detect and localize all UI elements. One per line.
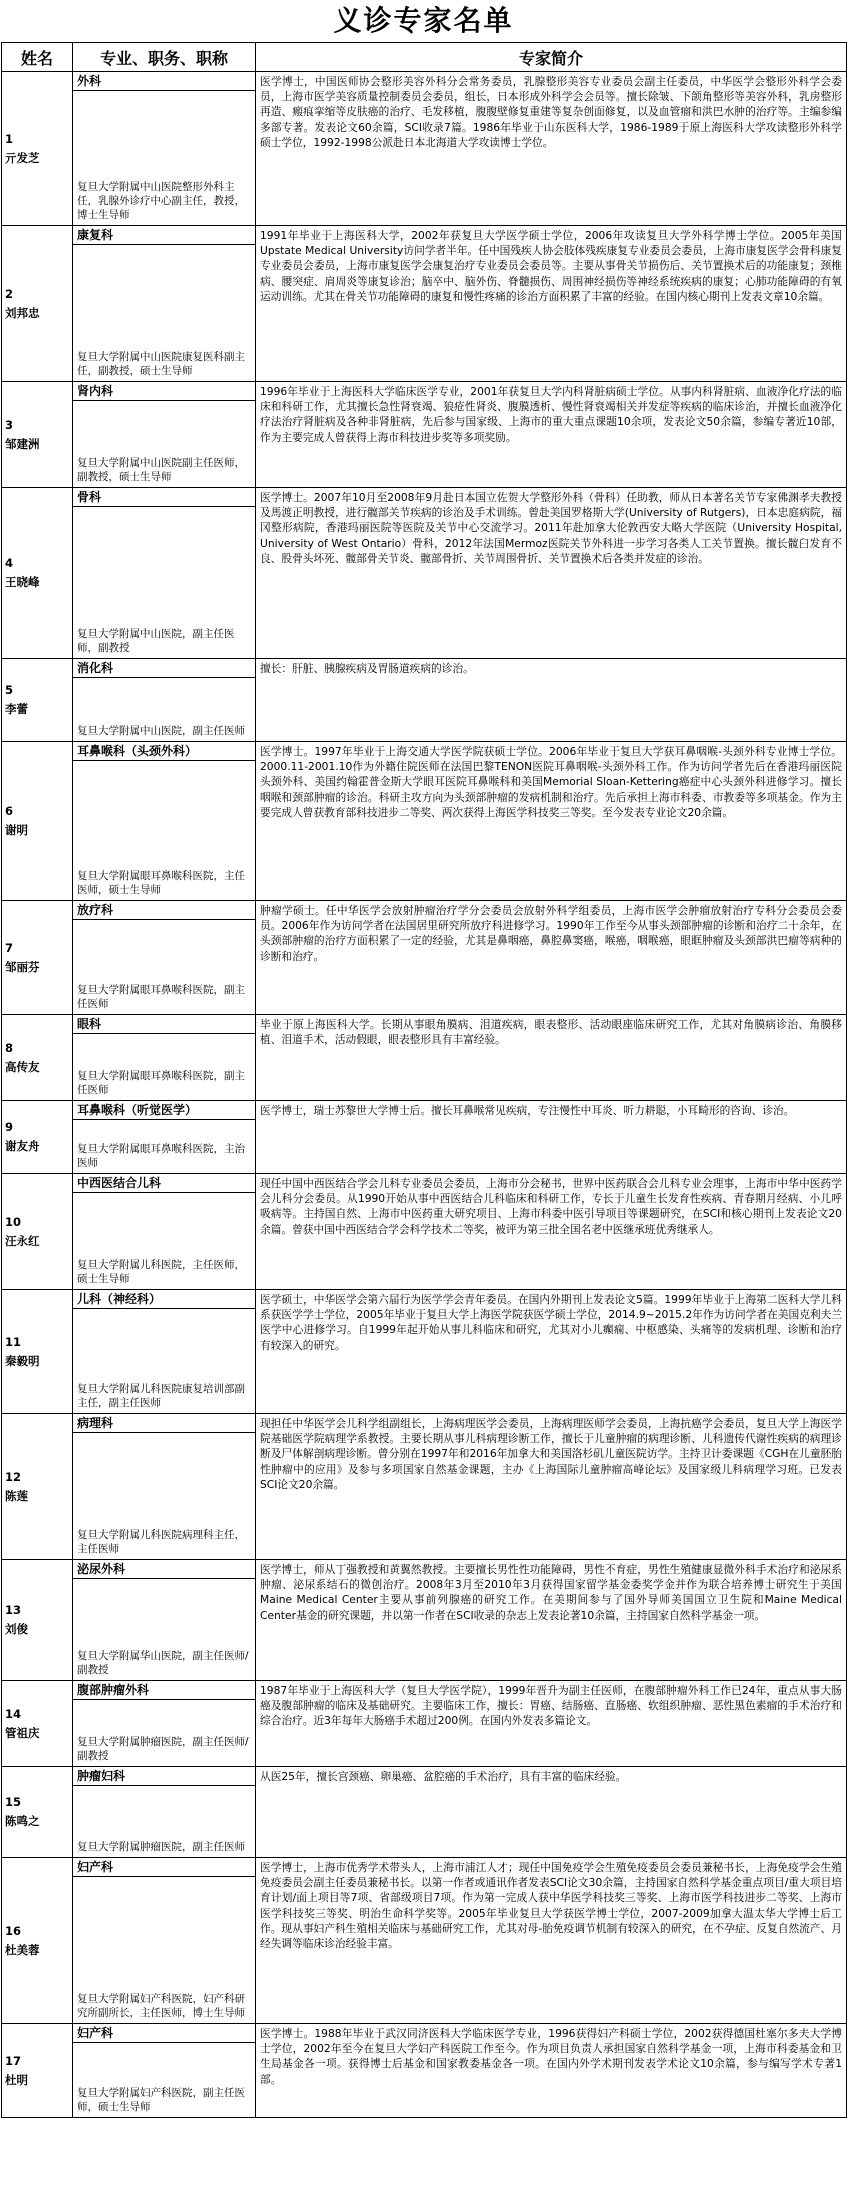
expert-number: 10 — [5, 1214, 22, 1229]
table-row — [2, 1414, 847, 1560]
expert-name-cell — [2, 382, 73, 488]
expert-number: 3 — [5, 417, 14, 432]
dept-wrapper — [73, 1174, 255, 1289]
expert-department: 骨科 — [73, 488, 255, 507]
expert-name-cell — [2, 1681, 73, 1767]
header-dept: 专业、职务、职称 — [73, 43, 256, 72]
dept-wrapper — [73, 72, 255, 225]
expert-name: 邹建洲 — [5, 436, 40, 451]
expert-name-cell — [2, 72, 73, 226]
dept-wrapper — [73, 488, 255, 658]
table-row — [2, 1858, 847, 2024]
expert-name: 陈鸣之 — [5, 1814, 40, 1828]
expert-number: 1 — [5, 131, 14, 146]
expert-name: 高传友 — [5, 1059, 40, 1074]
expert-department: 消化科 — [73, 659, 255, 678]
expert-name-cell — [2, 1767, 73, 1858]
expert-name: 刘俊 — [5, 1622, 28, 1636]
expert-position: 复旦大学附属儿科医院康复培训部副主任，副主任医师 — [77, 1383, 245, 1409]
expert-bio: 1996年毕业于上海医科大学临床医学专业，2001年获复旦大学内科肾脏病硕士学位。从事内科肾脏病、血液净化疗法的临床和科研工作，尤其擅长急性肾衰竭、狼疮性肾炎、腹膜透析、慢性肾衰竭相关并发症等疾病的临床诊治，并擅长血液净化疗法治疗肾脏病及各种非肾脏病，先后参与国家级、上海市的重大重点课题10余项，发表论文50余篇，参编专著近10部，作为主要完成人曾获得上海市科技进步奖等多项奖励。 — [256, 382, 847, 488]
expert-name: 秦毅明 — [5, 1353, 40, 1368]
expert-position: 复旦大学附属眼耳鼻喉科医院，副主任医师 — [77, 1070, 245, 1096]
expert-dept-cell — [73, 1290, 256, 1414]
expert-name: 管祖庆 — [5, 1725, 40, 1740]
expert-position: 复旦大学附属中山医院副主任医师，副教授，硕士生导师 — [77, 457, 245, 483]
header-bio: 专家简介 — [256, 43, 847, 72]
expert-bio: 现担任中华医学会儿科学组副组长，上海病理医学会委员，上海病理医师学会委员，上海抗癌学会委员，复旦大学上海医学院基础医学院病理学系教授。主要长期从事儿科病理诊断工作，擅长于儿童肿瘤的病理诊断、儿科遗传代谢性疾病的病理诊断及尸体解剖病理诊断。曾分别在1997年和2016年加拿大和美国洛杉矶儿童医院访学。主持卫计委课题《CGH在儿童胚胎性肿瘤中的应用》及参与多项国家自然基金课题，主办《上海国际儿童肿瘤高峰论坛》及国家级儿科病理学习班。已发表SCI论文20余篇。 — [256, 1414, 847, 1560]
expert-dept-cell — [73, 901, 256, 1015]
expert-name: 杜美蓉 — [5, 1942, 40, 1957]
expert-dept-cell — [73, 72, 256, 226]
expert-name: 杜明 — [5, 2072, 28, 2087]
dept-wrapper — [73, 659, 255, 741]
expert-bio: 医学博士。2007年10月至2008年9月赴日本国立佐贺大学整形外科（骨科）任助教，师从日本著名关节专家佛渊孝夫教授及馬渡正明教授，进行髋部关节疾病的诊治及手术训练。曾赴美国罗格斯大学(University of Rutgers)，日本忠庭病院，福冈整形病院，香港玛丽医院等医院及关节中心交流学习。2011年赴加拿大伦敦西安大略大学医院（University Hospital, University of West Ontario）骨科，2012年法国Mermoz医院关节外科进一步学习各类人工关节置换。擅长髋臼发育不良、股骨头坏死、髋部骨关节炎、髋部骨折、关节周围骨折、关节置换术后各类并发症的诊治。 — [256, 488, 847, 659]
expert-department: 肾内科 — [73, 382, 255, 401]
expert-position: 复旦大学附属华山医院，副主任医师/副教授 — [77, 1650, 249, 1676]
expert-position: 复旦大学附属中山医院，副主任医师 — [77, 725, 245, 737]
expert-bio: 从医25年，擅长宫颈癌、卵巢癌、盆腔癌的手术治疗，具有丰富的临床经验。 — [256, 1767, 847, 1858]
expert-name-cell — [2, 226, 73, 382]
table-row — [2, 1101, 847, 1174]
expert-department: 外科 — [73, 72, 255, 91]
expert-bio: 1987年毕业于上海医科大学（复旦大学医学院），1999年晋升为副主任医师，在腹部肿瘤外科工作已24年，重点从事大肠癌及腹部肿瘤的临床及基础研究。主要临床工作，擅长：胃癌、结肠癌、直肠癌、软组织肿瘤、恶性黑色素瘤的手术治疗和综合治疗。近3年每年大肠癌手术超过200例。在国内外发表多篇论文。 — [256, 1681, 847, 1767]
expert-number: 2 — [5, 286, 14, 301]
expert-department: 腹部肿瘤外科 — [73, 1681, 255, 1700]
expert-dept-cell — [73, 1681, 256, 1767]
expert-position: 复旦大学附属中山医院整形外科主任，乳腺外诊疗中心副主任，教授，博士生导师 — [77, 181, 245, 221]
expert-bio: 医学博士。1997年毕业于上海交通大学医学院获硕士学位。2006年毕业于复旦大学获耳鼻咽喉-头颈外科专业博士学位。2000.11-2001.10作为外籍住院医师在法国巴黎TENON医院耳鼻咽喉-头颈外科工作。作为访问学者先后在香港玛丽医院头颈外科、美国约翰霍普金斯大学眼耳医院耳鼻喉科和美国Memorial Sloan-Kettering癌症中心头颈外科进修学习。擅长咽喉和颈部肿瘤的诊治。科研主攻方向为头颈部肿瘤的发病机制和治疗。先后承担上海市科委、市教委等多项基金。作为主要完成人曾获教育部科技进步二等奖、两次获得上海医学科技奖三等奖。至今发表专业论文20余篇。 — [256, 742, 847, 901]
table-row — [2, 2024, 847, 2118]
dept-wrapper — [73, 1015, 255, 1100]
expert-bio: 医学硕士，中华医学会第六届行为医学学会青年委员。在国内外期刊上发表论文5篇。1999年毕业于上海第二医科大学儿科系获医学学士学位，2005年毕业于复旦大学上海医学院获医学硕士学位，2014.9~2015.2年作为访问学者在美国克利夫兰医学中心进修学习。自1999年起开始从事儿科临床和研究，尤其对小儿癫痫、中枢感染、头痛等的发病机理、诊断和治疗有较深入的研究。 — [256, 1290, 847, 1414]
dept-wrapper — [73, 226, 255, 381]
dept-spacer — [73, 678, 255, 722]
expert-department: 泌尿外科 — [73, 1560, 255, 1579]
expert-bio: 肿瘤学硕士。任中华医学会放射肿瘤治疗学分会委员会放射外科学组委员，上海市医学会肿瘤放射治疗专科分会委员会委员。2006年作为访问学者在法国居里研究所放疗科进修学习。1990年工作至今从事头颈部肿瘤的诊断和治疗二十余年，在头颈部肿瘤的治疗方面积累了一定的经验，尤其是鼻咽癌，鼻腔鼻窦癌，喉癌，咽喉癌，眼眶肿瘤及头颈部洪巴瘤等病种的诊断和治疗。 — [256, 901, 847, 1015]
expert-department: 耳鼻喉科（听觉医学） — [73, 1101, 255, 1120]
dept-spacer — [73, 1700, 255, 1733]
expert-bio: 毕业于原上海医科大学。长期从事眼角膜病、泪道疾病，眼表整形、活动眼座临床研究工作，尤其对角膜病诊治、角膜移植、泪道手术，活动假眼，眼表整形具有丰富经验。 — [256, 1015, 847, 1101]
expert-department: 康复科 — [73, 226, 255, 245]
dept-spacer — [73, 1433, 255, 1526]
expert-name-cell — [2, 1290, 73, 1414]
expert-name: 亓发芝 — [5, 150, 40, 165]
expert-number: 6 — [5, 804, 14, 818]
expert-number: 9 — [5, 1120, 14, 1134]
expert-name-cell — [2, 659, 73, 742]
dept-spacer — [73, 1034, 255, 1067]
table-row — [2, 1681, 847, 1767]
table-row — [2, 1174, 847, 1290]
expert-dept-cell — [73, 1174, 256, 1290]
dept-spacer — [73, 507, 255, 625]
dept-spacer — [73, 1877, 255, 1990]
header-name: 姓名 — [2, 43, 73, 72]
expert-dept-cell — [73, 1101, 256, 1174]
expert-dept-cell — [73, 2024, 256, 2118]
dept-spacer — [73, 401, 255, 454]
dept-spacer — [73, 1579, 255, 1647]
dept-spacer — [73, 1193, 255, 1256]
expert-dept-cell — [73, 1015, 256, 1101]
expert-name: 李蕾 — [5, 702, 28, 716]
expert-position: 复旦大学附属眼耳鼻喉科医院，副主任医师 — [77, 984, 245, 1010]
expert-department: 病理科 — [73, 1414, 255, 1433]
expert-dept-cell — [73, 1560, 256, 1681]
expert-dept-cell — [73, 226, 256, 382]
expert-department: 中西医结合儿科 — [73, 1174, 255, 1193]
expert-name-cell — [2, 2024, 73, 2118]
dept-wrapper — [73, 742, 255, 900]
expert-name: 谢明 — [5, 823, 28, 837]
table-row — [2, 72, 847, 226]
expert-dept-cell — [73, 1767, 256, 1858]
dept-wrapper — [73, 1681, 255, 1766]
expert-name-cell — [2, 1560, 73, 1681]
dept-wrapper — [73, 1414, 255, 1559]
table-row — [2, 742, 847, 901]
expert-name: 汪永红 — [5, 1233, 40, 1248]
expert-number: 4 — [5, 556, 14, 570]
expert-bio: 医学博士，师从丁强教授和黄翼然教授。主要擅长男性性功能障碍，男性不育症，男性生殖健康显微外科手术治疗和泌尿系肿瘤、泌尿系结石的微创治疗。2008年3月至2010年3月获得国家留学基金委奖学金并作为联合培养博士研究生于美国Maine Medical Center主要从事前列腺癌的研究工作。在美期间参与了国外导师美国国立卫生院和Maine Medical Center基金的研究课题，并以第一作者在SCI收录的杂志上发表论著10余篇，主持国家自然科学基金一项。 — [256, 1560, 847, 1681]
expert-bio: 医学博士，上海市优秀学术带头人，上海市浦江人才；现任中国免疫学会生殖免疫委员会委员兼秘书长，上海免疫学会生殖免疫委员会副主任委员兼秘书长。以第一作者或通讯作者发表SCI论文30余篇，主持国家自然科学基金重点项目/重大项目培育计划/面上项目等7项、省部级项目7项。作为第一完成人获中华医学科技奖三等奖、上海市医学科技进步二等奖、上海市医学科技奖三等奖、明治生命科学奖等。2005年毕业复旦大学获医学博士学位，2007-2009加拿大温太华大学博士后工作。现从事妇产科生殖相关临床与基础研究工作，尤其对母-胎免疫调节机制有较深入的研究，在不孕症、反复自然流产、月经失调等临床诊治经验丰富。 — [256, 1858, 847, 2024]
dept-spacer — [73, 245, 255, 348]
table-row — [2, 1560, 847, 1681]
dept-wrapper — [73, 1767, 255, 1857]
expert-department: 妇产科 — [73, 2024, 255, 2043]
table-row — [2, 901, 847, 1015]
expert-number: 14 — [5, 1706, 22, 1721]
expert-name: 陈莲 — [5, 1488, 28, 1503]
expert-name: 谢友舟 — [5, 1139, 40, 1153]
expert-position: 复旦大学附属中山医院，副主任医师，副教授 — [77, 628, 235, 654]
table-row — [2, 1015, 847, 1101]
expert-position: 复旦大学附属妇产科医院，副主任医师，硕士生导师 — [77, 2087, 245, 2113]
dept-spacer — [73, 91, 255, 178]
expert-dept-cell — [73, 1858, 256, 2024]
table-row — [2, 488, 847, 659]
expert-bio: 医学博士，中国医师协会整形美容外科分会常务委员，乳腺整形美容专业委员会副主任委员，中华医学会整形外科学会委员，上海市医学美容质量控制委员会委员，组长，日本形成外科学会会员等。擅长除皱、下颌角整形等美容外科，乳房整形再造、瘢痕挛缩等皮肤癌的治疗、毛发移植，腹腹壁修复重建等复杂创面修复，以及血管瘤和洪巴水肿的治疗等。主编参编多部专著。发表论文60余篇，SCI收录7篇。1986年毕业于山东医科大学，1986-1989于原上海医科大学攻读整形外科学硕士学位，1992-1998公派赴日本北海道大学攻读博士学位。 — [256, 72, 847, 226]
expert-dept-cell — [73, 382, 256, 488]
expert-name: 王晓峰 — [5, 575, 40, 589]
dept-wrapper — [73, 1858, 255, 2023]
dept-spacer — [73, 761, 255, 867]
dept-spacer — [73, 1309, 255, 1380]
expert-number: 8 — [5, 1040, 14, 1055]
dept-wrapper — [73, 1101, 255, 1173]
expert-department: 眼科 — [73, 1015, 255, 1034]
expert-name-cell — [2, 1101, 73, 1174]
expert-name: 刘邦忠 — [5, 305, 40, 320]
table-header-row — [2, 43, 847, 72]
expert-number: 15 — [5, 1795, 22, 1809]
expert-department: 耳鼻喉科（头颈外科） — [73, 742, 255, 761]
expert-name-cell — [2, 742, 73, 901]
expert-dept-cell — [73, 659, 256, 742]
expert-dept-cell — [73, 488, 256, 659]
expert-bio: 擅长：肝脏、胰腺疾病及胃肠道疾病的诊治。 — [256, 659, 847, 742]
table-row — [2, 1767, 847, 1858]
expert-name: 邹丽芬 — [5, 959, 40, 974]
expert-name-cell — [2, 488, 73, 659]
expert-number: 7 — [5, 940, 14, 955]
dept-spacer — [73, 1120, 255, 1140]
expert-number: 11 — [5, 1334, 22, 1349]
expert-position: 复旦大学附属妇产科医院，妇产科研究所副所长，主任医师，博士生导师 — [77, 1993, 245, 2019]
expert-department: 妇产科 — [73, 1858, 255, 1877]
expert-table — [1, 42, 847, 2118]
expert-bio: 医学博士。1988年毕业于武汉同济医科大学临床医学专业，1996获得妇产科硕士学位，2002获得德国杜塞尔多夫大学博士学位，2002年至今在复旦大学妇产科医院工作至今。作为项目负责人承担国家自然科学基金一项，上海市科委基金和卫生局基金各一项。获得博士后基金和国家教委基金各一项。在国内外学术期刊发表学术论文10余篇，参与编写学术专著1部。 — [256, 2024, 847, 2118]
expert-number: 17 — [5, 2053, 22, 2068]
dept-wrapper — [73, 2024, 255, 2117]
expert-position: 复旦大学附属儿科医院，主任医师，硕士生导师 — [77, 1259, 245, 1285]
expert-number: 12 — [5, 1469, 22, 1484]
dept-wrapper — [73, 1560, 255, 1680]
page-title: 义诊专家名单 — [333, 4, 514, 37]
expert-position: 复旦大学附属眼耳鼻喉科医院，主治医师 — [77, 1143, 245, 1169]
expert-dept-cell — [73, 742, 256, 901]
expert-department: 儿科（神经科） — [73, 1290, 255, 1309]
dept-wrapper — [73, 1290, 255, 1413]
expert-department: 肿瘤妇科 — [73, 1767, 255, 1786]
table-row — [2, 382, 847, 488]
expert-name-cell — [2, 1015, 73, 1101]
expert-name-cell — [2, 1414, 73, 1560]
expert-name-cell — [2, 1858, 73, 2024]
dept-spacer — [73, 1786, 255, 1838]
table-row — [2, 226, 847, 382]
expert-department: 放疗科 — [73, 901, 255, 920]
expert-position: 复旦大学附属儿科医院病理科主任，主任医师 — [77, 1529, 245, 1555]
dept-wrapper — [73, 382, 255, 487]
dept-wrapper — [73, 901, 255, 1014]
table-row — [2, 1290, 847, 1414]
expert-number: 16 — [5, 1923, 22, 1938]
expert-position: 复旦大学附属肿瘤医院，副主任医师 — [77, 1841, 245, 1853]
dept-spacer — [73, 2043, 255, 2084]
table-row — [2, 659, 847, 742]
expert-number: 13 — [5, 1603, 22, 1617]
dept-spacer — [73, 920, 255, 981]
expert-position: 复旦大学附属中山医院康复医科副主任，副教授，硕士生导师 — [77, 351, 245, 377]
expert-name-cell — [2, 1174, 73, 1290]
expert-bio: 医学博士，瑞士苏黎世大学博士后。擅长耳鼻喉常见疾病，专注慢性中耳炎、听力耕聪，小耳畸形的咨询、诊治。 — [256, 1101, 847, 1174]
expert-bio: 1991年毕业于上海医科大学，2002年获复旦大学医学硕士学位，2006年攻读复旦大学外科学博士学位。2005年美国Upstate Medical University访问学者半年。任中国残疾人协会肢体残疾康复专业委员会委员，上海市康复医学会骨科康复专业委员会委员，上海市康复医学会康复治疗专业委员会委员等。主要从事骨关节损伤后、关节置换术后的功能康复；颈椎病、腰突症、肩周炎等康复诊治；脑卒中、脑外伤、脊髓损伤、周围神经损伤等神经系统疾病的康复；心肺功能障碍的有氧运动训练。尤其在骨关节功能障碍的康复和慢性疼痛的诊治方面积累了丰富的经验。在国内核心期刊上发表文章10余篇。 — [256, 226, 847, 382]
expert-number: 5 — [5, 683, 14, 697]
expert-name-cell — [2, 901, 73, 1015]
expert-position: 复旦大学附属肿瘤医院，副主任医师/副教授 — [77, 1736, 249, 1762]
expert-bio: 现任中国中西医结合学会儿科专业委员会委员，上海市分会秘书，世界中医药联合会儿科专业会理事，上海市中华中医药学会儿科分会委员。从1990开始从事中西医结合儿科临床和科研工作，专长于儿童生长发育性疾病、青春期月经病、小儿呼吸病等。主持国自然、上海市中医药重大研究项目、上海市科委中医引导项目等课题研究，在SCI和核心期刊上发表论文20余篇。曾获中国中西医结合学会科学技术二等奖，被评为第三批全国名老中医继承班优秀继承人。 — [256, 1174, 847, 1290]
expert-position: 复旦大学附属眼耳鼻喉科医院，主任医师，硕士生导师 — [77, 870, 245, 896]
expert-dept-cell — [73, 1414, 256, 1560]
